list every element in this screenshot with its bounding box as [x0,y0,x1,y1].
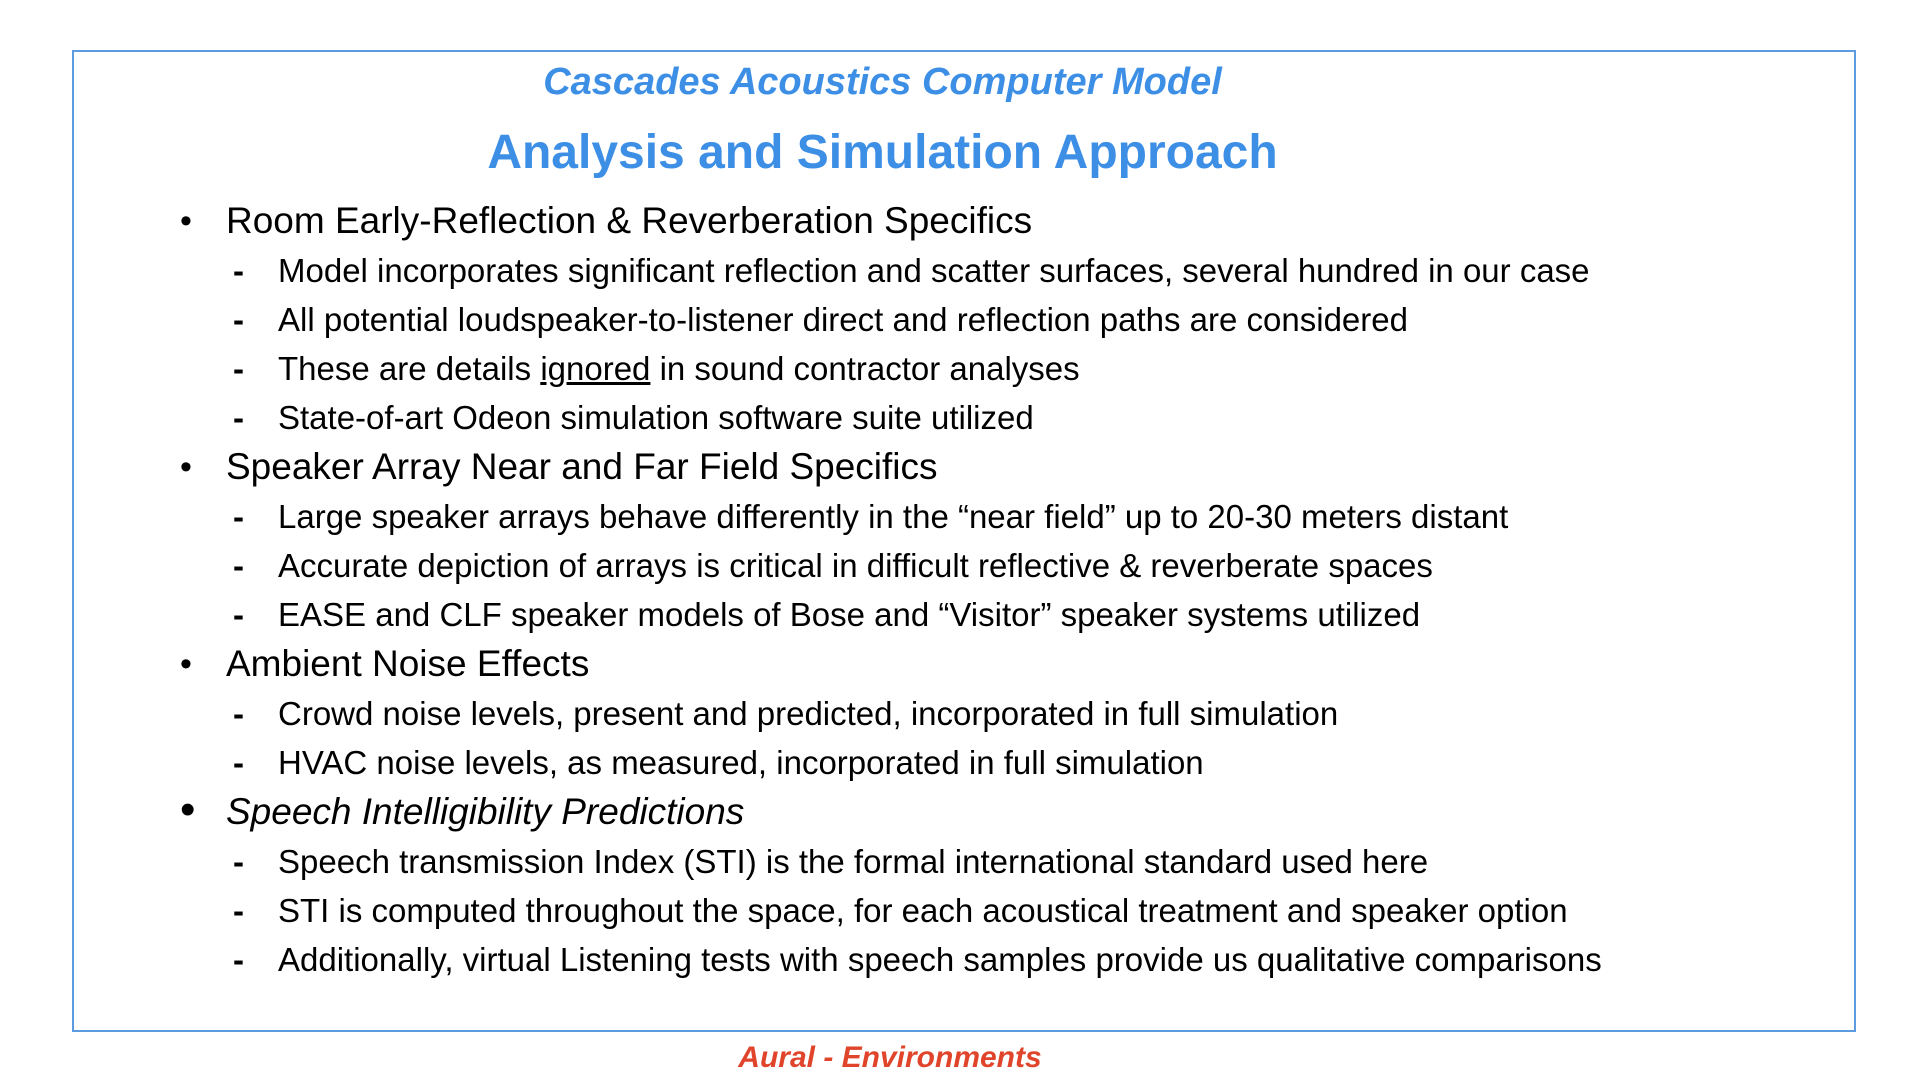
dash-marker: - [233,843,244,880]
bullet-ambient-noise [180,639,1840,689]
dash-marker: - [233,695,244,732]
bullet-dot: • [180,448,192,486]
sub-item-text: Crowd noise levels, present and predicted, incorporated in full simulation [278,695,1339,732]
slide-subtitle: Cascades Acoustics Computer Model [543,61,1222,103]
sub-item-text: State-of-art Odeon simulation software suite utilized [278,399,1034,436]
dash-marker: - [233,941,244,978]
bullet-dot: • [180,785,196,834]
sub-item-text: Additionally, virtual Listening tests with speech samples provide us qualitative comparisons [278,941,1602,978]
sub-item-text-before: These are details [278,350,541,387]
bullet-speech-intelligibility [180,787,1840,837]
sub-item-text: Speech transmission Index (STI) is the formal international standard used here [278,843,1429,880]
sub-item-text: Large speaker arrays behave differently in the “near field” up to 20-30 meters distant [278,498,1509,535]
bullet-label: Speech Intelligibility Predictions [226,791,745,832]
sub-item-text: Accurate depiction of arrays is critical in difficult reflective & reverberate spaces [278,547,1433,584]
slide-content [180,196,1840,984]
sub-item [180,935,1840,984]
sub-item [180,590,1840,639]
slide-title: Analysis and Simulation Approach [487,126,1278,179]
bullet-label: Room Early-Reflection & Reverberation Specifics [226,200,1033,241]
sub-item [180,886,1840,935]
sub-item-text: Model incorporates significant reflection and scatter surfaces, several hundred in our case [278,252,1590,289]
bullet-label: Ambient Noise Effects [226,643,590,684]
sub-item [180,738,1840,787]
dash-marker: - [233,399,244,436]
footer-brand: Aural - Environments [738,1041,1042,1074]
sub-item [180,837,1840,886]
dash-marker: - [233,892,244,929]
sub-item [180,344,1840,393]
sub-item-underlined: ignored [540,350,651,387]
dash-marker: - [233,301,244,338]
sub-item-text: EASE and CLF speaker models of Bose and “Visitor” speaker systems utilized [278,596,1421,633]
dash-marker: - [233,547,244,584]
sub-item-text: All potential loudspeaker-to-listener direct and reflection paths are considered [278,301,1408,338]
sub-item [180,295,1840,344]
sub-item [180,689,1840,738]
sub-item-text-after: in sound contractor analyses [650,350,1080,387]
sub-item [180,492,1840,541]
sub-item [180,541,1840,590]
sub-item-text: HVAC noise levels, as measured, incorporated in full simulation [278,744,1204,781]
dash-marker: - [233,596,244,633]
sub-item [180,246,1840,295]
dash-marker: - [233,350,244,387]
sub-item [180,393,1840,442]
dash-marker: - [233,744,244,781]
sub-item-text: STI is computed throughout the space, for each acoustical treatment and speaker option [278,892,1568,929]
bullet-speaker-array [180,442,1840,492]
bullet-dot: • [180,645,192,683]
bullet-room-reflection [180,196,1840,246]
bullet-dot: • [180,202,192,240]
dash-marker: - [233,498,244,535]
dash-marker: - [233,252,244,289]
bullet-label: Speaker Array Near and Far Field Specifics [226,446,938,487]
